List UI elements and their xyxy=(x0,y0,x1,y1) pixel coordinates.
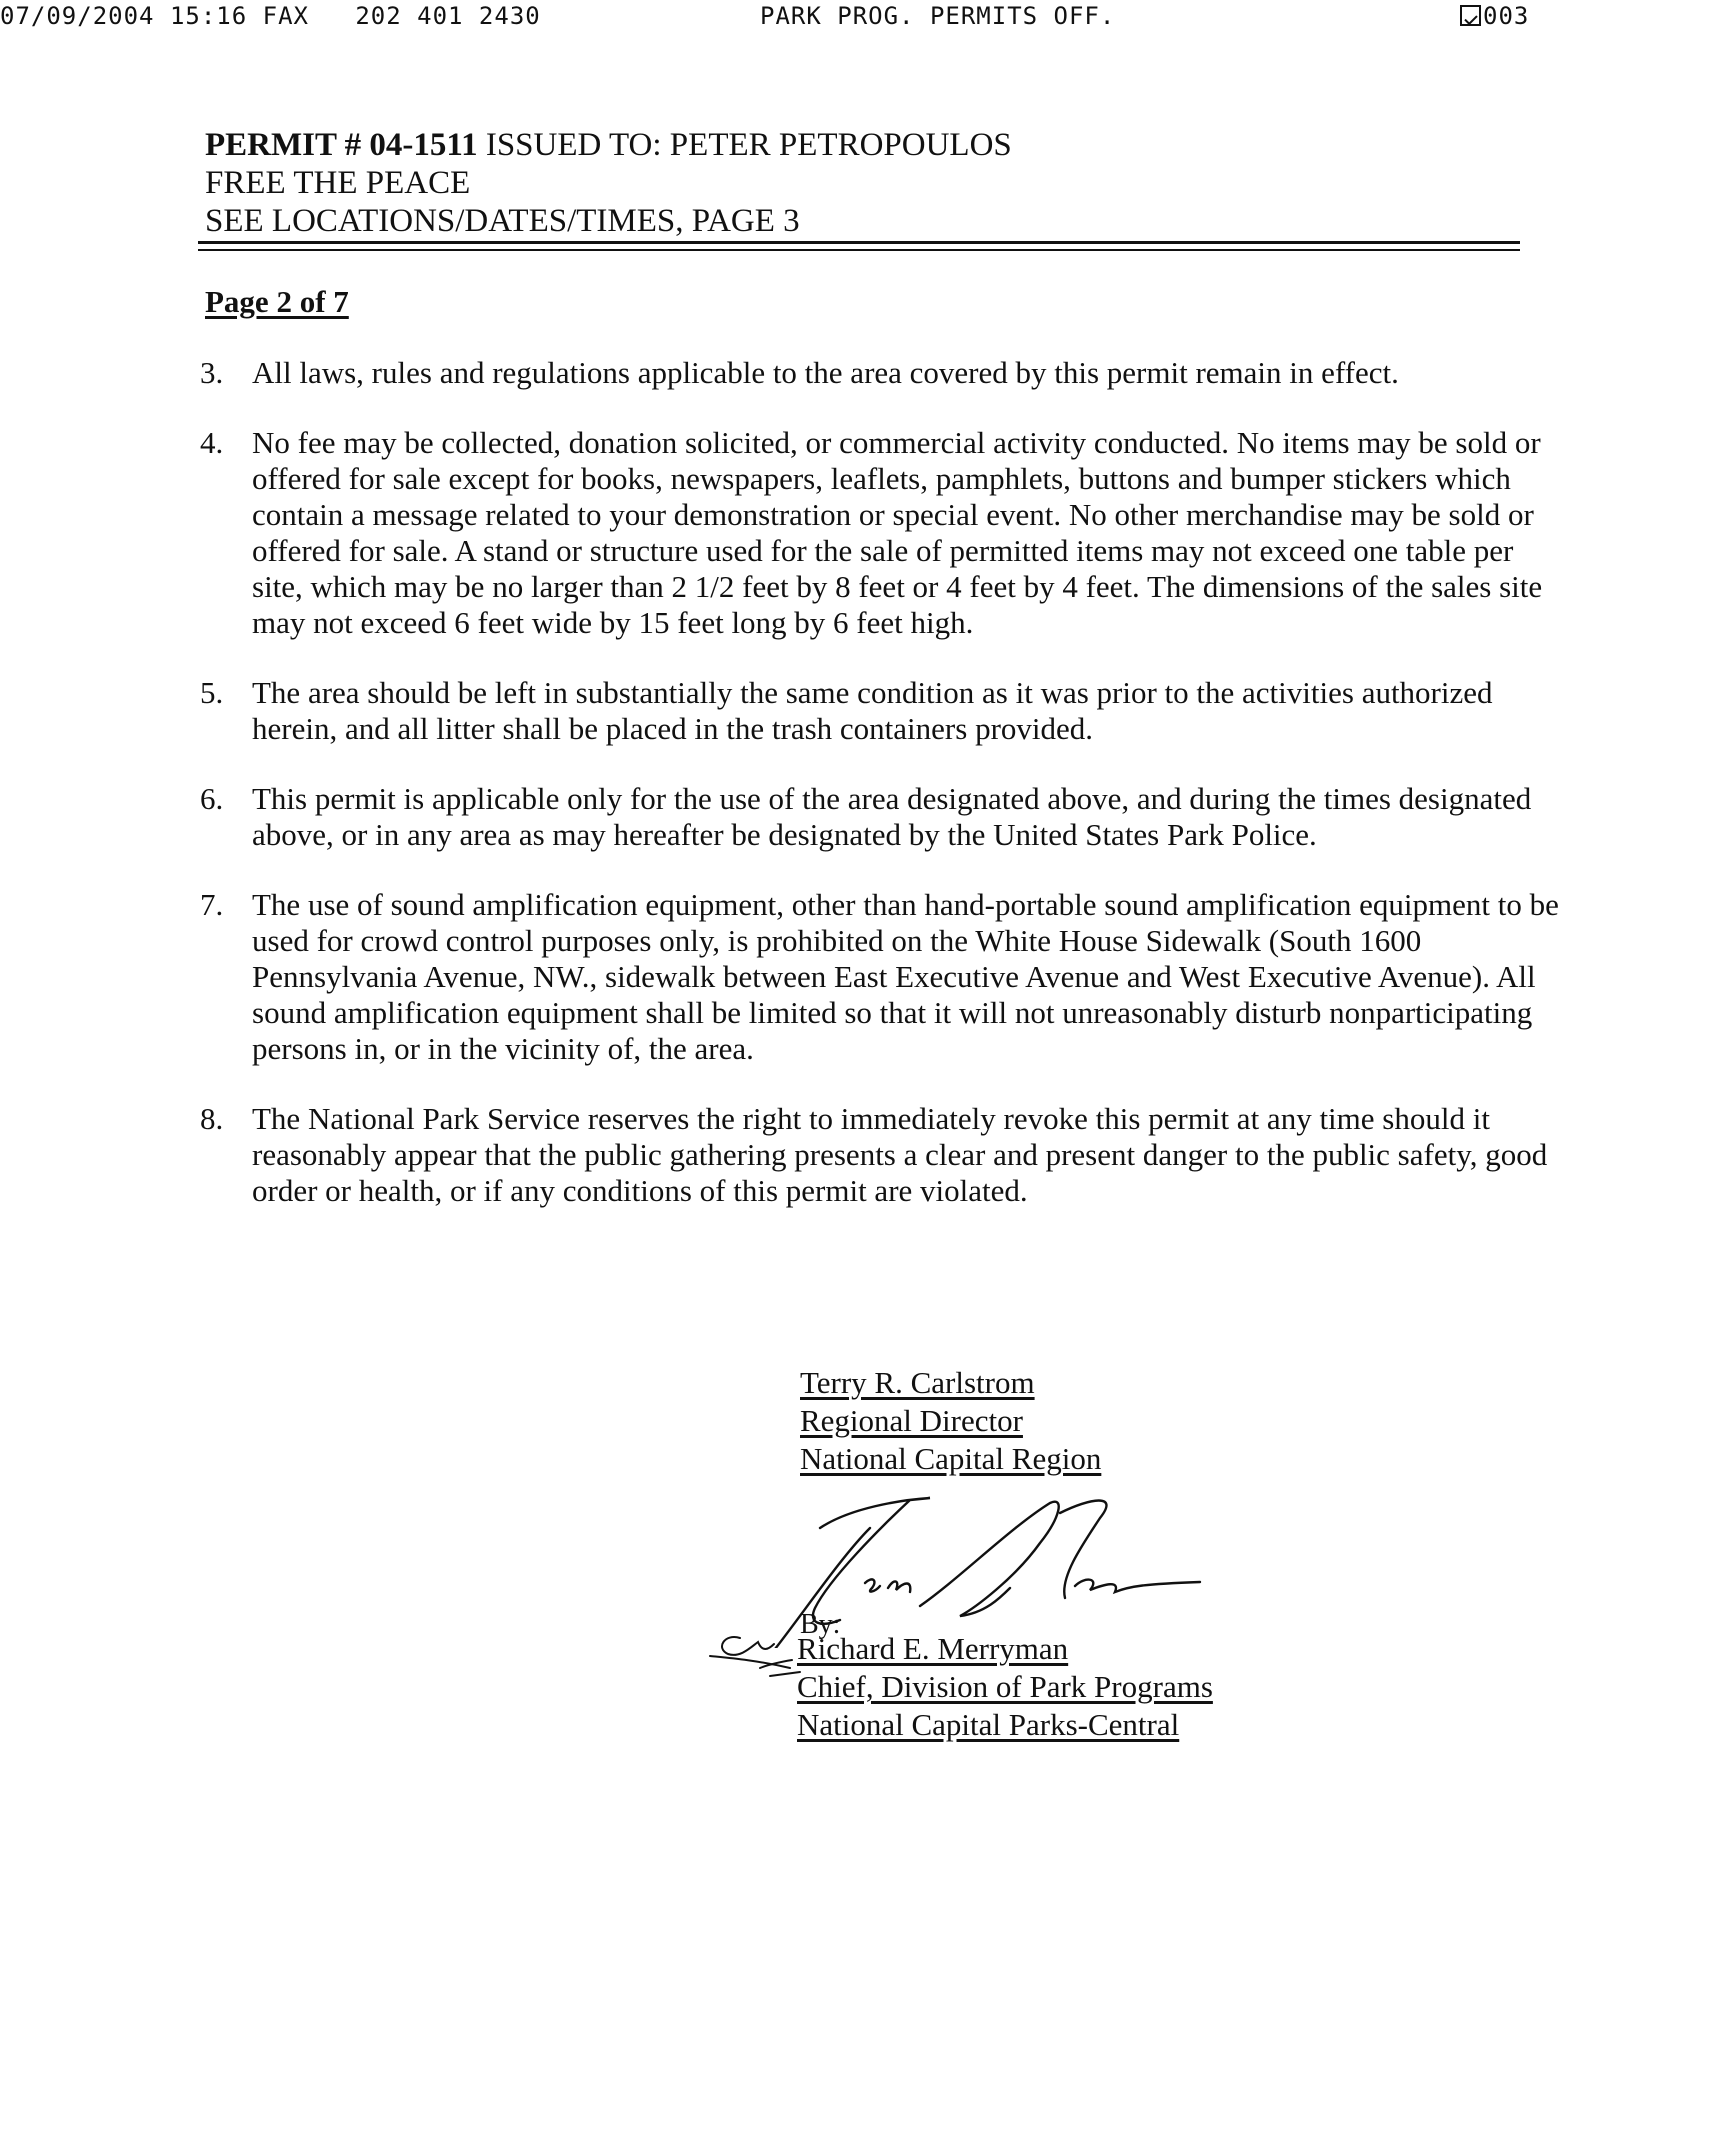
item-text: This permit is applicable only for the use of the area designated above, and during the times designated above, or in any area as may hereafter be designated by the United States Park Police. xyxy=(252,781,1532,852)
fax-page-number xyxy=(1460,0,1529,32)
item-number: 7. xyxy=(200,887,224,922)
item-text: The area should be left in substantially the same condition as it was prior to the activities authorized herein, and all litter shall be placed in the trash containers provided. xyxy=(252,675,1493,746)
list-item xyxy=(200,1101,1570,1209)
item-number: 4. xyxy=(200,425,224,460)
list-item xyxy=(200,887,1570,1067)
permit-event: FREE THE PEACE xyxy=(205,165,471,201)
signatory-title: Regional Director xyxy=(800,1403,1023,1438)
signatory-title: Chief, Division of Park Programs xyxy=(797,1669,1213,1704)
fax-checkbox-icon xyxy=(1460,5,1481,26)
item-text: The use of sound amplification equipment, other than hand-portable sound amplification equipment to be used for crowd control purposes only, is prohibited on the White House Sidewalk (South 1600 Pennsylvania Avenue, NW., sidewalk between East Executive Avenue and West Executive Avenue). All sound amplification equipment shall be limited so that it will not unreasonably disturb nonparticipating persons in, or in the vicinity of, the area. xyxy=(252,887,1559,1066)
signatory-name: Terry R. Carlstrom xyxy=(800,1365,1035,1400)
list-item xyxy=(200,355,1570,391)
by-label: By: xyxy=(800,1609,841,1640)
item-number: 3. xyxy=(200,355,224,390)
fax-sender: PARK PROG. PERMITS OFF. xyxy=(760,2,1116,30)
item-number: 8. xyxy=(200,1101,224,1136)
signatory-org: National Capital Parks-Central xyxy=(797,1707,1180,1742)
list-item xyxy=(200,425,1570,641)
conditions-list xyxy=(200,355,1570,1209)
header-rule-secondary xyxy=(198,249,1520,251)
signatory-org: National Capital Region xyxy=(800,1441,1102,1476)
list-item xyxy=(200,781,1570,853)
permit-number: PERMIT # 04-1511 xyxy=(205,127,478,163)
fax-date-number: 07/09/2004 15:16 FAX 202 401 2430 xyxy=(0,2,541,30)
second-signatory-block xyxy=(797,1609,1213,1744)
item-text: The National Park Service reserves the right to immediately revoke this permit at any time should it reasonably appear that the public gathering presents a clear and present danger to the public safety, good order or health, or if any conditions of this permit are violated. xyxy=(252,1101,1548,1208)
page-label: Page 2 of 7 xyxy=(205,284,349,319)
header-rule xyxy=(198,241,1520,244)
permit-number-line xyxy=(205,126,1525,164)
signatory-block xyxy=(800,1364,1101,1478)
item-number: 6. xyxy=(200,781,224,816)
fax-header xyxy=(0,0,1728,34)
fax-page-count: 003 xyxy=(1483,2,1530,30)
permit-header xyxy=(205,126,1525,240)
item-text: No fee may be collected, donation solicited, or commercial activity conducted. No items may be sold or offered for sale except for books, newspapers, leaflets, pamphlets, buttons and bumper stickers which contain a message related to your demonstration or special event. No other merchandise may be sold or offered for sale. A stand or structure used for the sale of permitted items may not exceed one table per site, which may be no larger than 2 1/2 feet by 8 feet or 4 feet by 4 feet. The dimensions of the sales site may not exceed 6 feet wide by 15 feet long by 6 feet high. xyxy=(252,425,1543,640)
handwritten-initials xyxy=(700,1628,810,1688)
permit-see-line: SEE LOCATIONS/DATES/TIMES, PAGE 3 xyxy=(205,203,800,239)
permit-issued-to: ISSUED TO: PETER PETROPOULOS xyxy=(477,127,1012,163)
item-number: 5. xyxy=(200,675,224,710)
list-item xyxy=(200,675,1570,747)
signatory-name: Richard E. Merryman xyxy=(797,1631,1069,1666)
item-text: All laws, rules and regulations applicable to the area covered by this permit remain in effect. xyxy=(252,355,1399,390)
